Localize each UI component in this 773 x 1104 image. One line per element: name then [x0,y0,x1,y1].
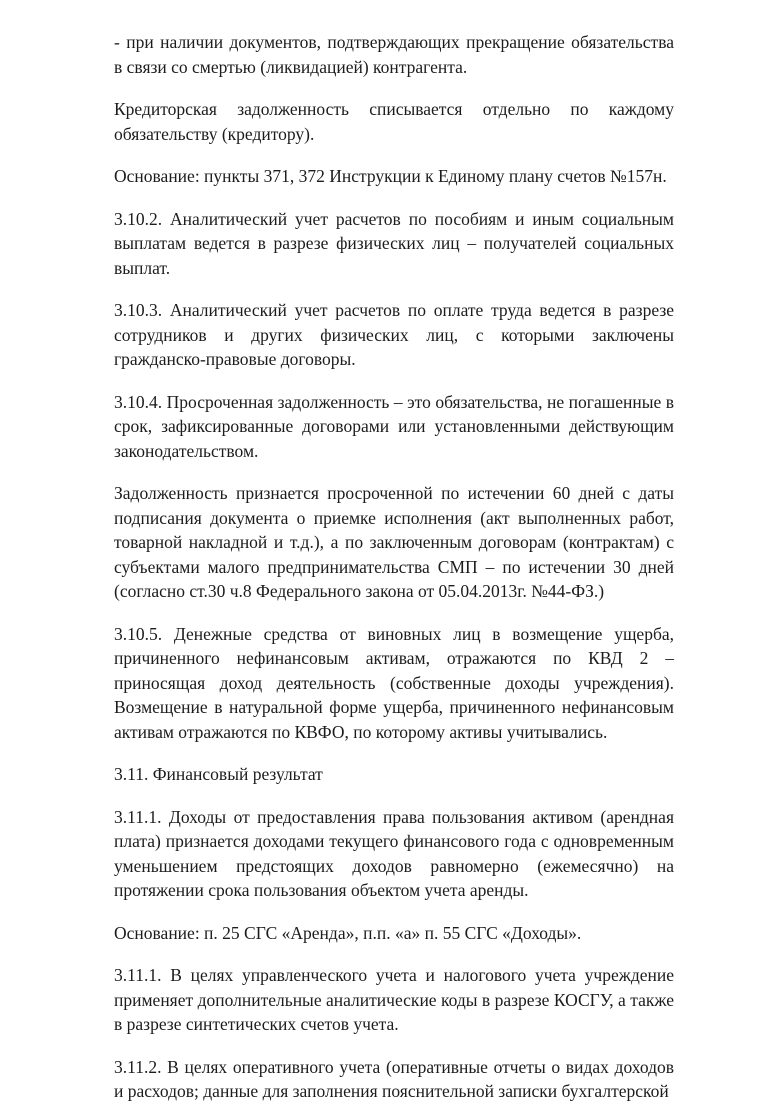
section-heading-3-11: 3.11. Финансовый результат [114,764,323,784]
paragraph-creditor-debt-writeoff: Кредиторская задолженность списывается отдельно по каждому обязательству (кредитору). [114,99,674,144]
paragraph-basis-sgs: Основание: п. 25 СГС «Аренда», п.п. «а» п. 55 СГС «Доходы». [114,922,582,943]
paragraph-3-10-4: 3.10.4. Просроченная задолженность – это обязательства, не погашенные в срок, зафиксированные договорами или установленными действующим законодательством. [114,391,674,461]
document-body [114,30,674,1104]
paragraph-3-10-5: 3.10.5. Денежные средства от виновных лиц в возмещение ущерба, причиненного нефинансовым активам, отражаются по КВД 2 – приносящая доход деятельность (собственные доходы учреждения). Возмещение в натуральной форме ущерба, причиненного нефинансовым активам отражаются по КВФО, по которому активы учитывались. [114,623,674,742]
paragraph-3-10-2: 3.10.2. Аналитический учет расчетов по пособиям и иным социальным выплатам ведется в разрезе физических лиц – получателей социальных выплат. [114,208,674,278]
paragraph-basis-instruction-157n: Основание: пункты 371, 372 Инструкции к Единому плану счетов №157н. [114,166,667,186]
paragraph-3-11-1-rent-income: 3.11.1. Доходы от предоставления права пользования активом (арендная плата) признается доходами текущего финансового года с одновременным уменьшением предстоящих доходов равномерно (ежемесячно) на протяжении срока пользования объектом учета аренды. [114,806,674,900]
paragraph-3-11-2: 3.11.2. В целях оперативного учета (оперативные отчеты о видах доходов и расходов; данные для заполнения пояснительной записки бухгалтерской [114,1056,674,1101]
paragraph-overdue-debt: Задолженность признается просроченной по истечении 60 дней с даты подписания документа о приемке исполнения (акт выполненных работ, товарной накладной и т.д.), а по заключенным договорам (контрактам) с субъектами малого предпринимательства СМП – по истечении 30 дней (согласно ст.30 ч.8 Федерального закона от 05.04.2013г. №44-ФЗ.) [114,483,674,601]
paragraph-3-10-3: 3.10.3. Аналитический учет расчетов по оплате труда ведется в разрезе сотрудников и других физических лиц, с которыми заключены гражданско-правовые договоры. [114,300,674,369]
paragraph-termination-documents: - при наличии документов, подтверждающих прекращение обязательства в связи со смертью (ликвидацией) контрагента. [114,32,674,77]
paragraph-3-11-1-management-accounting: 3.11.1. В целях управленческого учета и налогового учета учреждение применяет дополнительные аналитические коды в разрезе КОСГУ, а также в разрезе синтетических счетов учета. [114,965,674,1034]
